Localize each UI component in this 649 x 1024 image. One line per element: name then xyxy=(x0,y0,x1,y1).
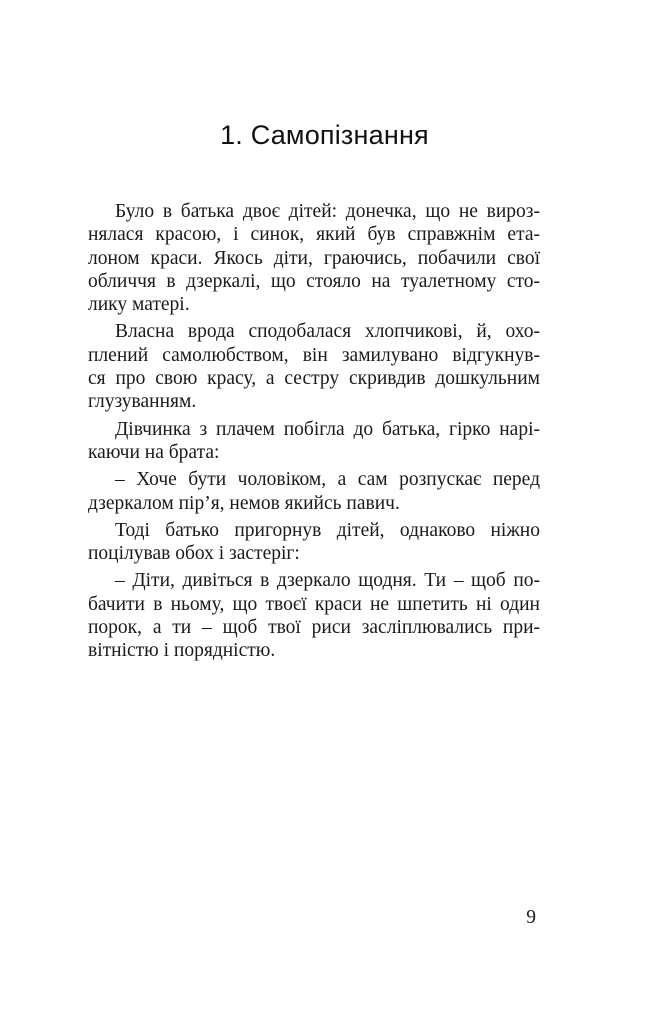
text-line: Власна врода сподобалася хлопчикові, й, охо- xyxy=(115,321,540,343)
text-line: плений самолюбством, він замилувано відгукнув- xyxy=(88,344,540,366)
text-line: лоном краси. Якось діти, граючись, побачили свої xyxy=(88,247,540,269)
paragraph xyxy=(88,200,540,316)
text-line: лику матері. xyxy=(88,294,190,316)
paragraph xyxy=(88,320,540,413)
text-line: Тоді батько пригорнув дітей, однаково ніжно xyxy=(115,519,540,541)
text-line: Було в батька двоє дітей: донечка, що не вироз- xyxy=(115,201,540,222)
chapter-title: 1. Самопізнання xyxy=(220,120,429,150)
text-line: нялася красою, і синок, який був справжнім ета- xyxy=(88,224,540,246)
text-line: бачити в ньому, що твоєї краси не шпетить ні один xyxy=(88,593,540,615)
text-line: – Діти, дивіться в дзеркало щодня. Ти – щоб по- xyxy=(115,570,540,592)
paragraph xyxy=(88,569,540,662)
page-number: 9 xyxy=(526,907,536,928)
paragraph xyxy=(88,468,540,515)
text-line: дзеркалом пір’я, немов якийсь павич. xyxy=(88,492,400,514)
text-line: вітністю і порядністю. xyxy=(88,640,276,662)
text-line: Дівчинка з плачем побігла до батька, гірко нарі- xyxy=(115,418,540,440)
text-line: – Хоче бути чоловіком, а сам розпускає перед xyxy=(115,469,540,491)
paragraph xyxy=(88,418,540,465)
text-line: ся про свою красу, а сестру скривдив дошкульним xyxy=(88,368,540,390)
text-line: порок, а ти – щоб твої риси засліплювались при- xyxy=(88,617,540,639)
text-line: глузуванням. xyxy=(88,391,197,413)
text-line: обличчя в дзеркалі, що стояло на туалетному сто- xyxy=(88,270,540,292)
body-text xyxy=(88,200,540,663)
text-line: каючи на брата: xyxy=(88,441,220,463)
text-line: поцілував обох і застеріг: xyxy=(88,543,300,565)
paragraph xyxy=(88,519,540,566)
